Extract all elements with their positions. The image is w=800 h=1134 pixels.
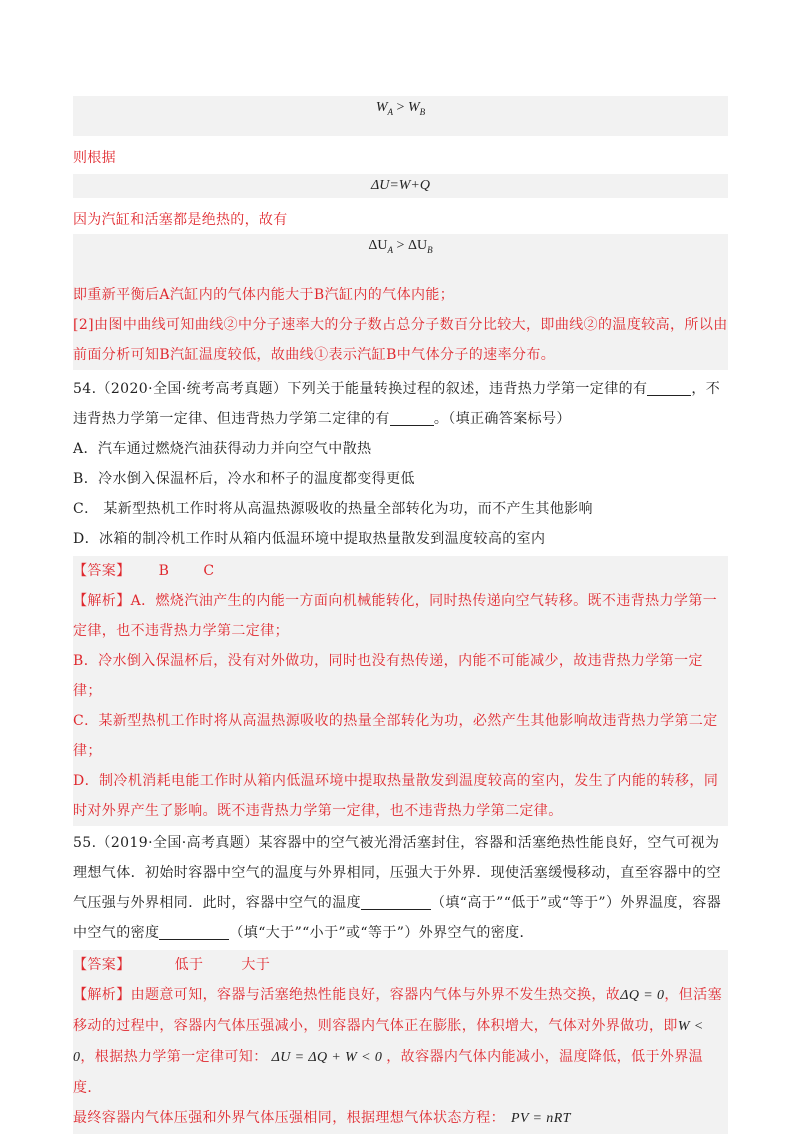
question-number: 55. xyxy=(73,835,97,851)
answer-line xyxy=(73,556,728,586)
because-text: 因为汽缸和活塞都是绝热的，故有 xyxy=(73,212,288,228)
answer-value-2: 大于 xyxy=(241,957,271,973)
analysis-label: 【解析】 xyxy=(73,593,131,609)
answer-blank-2 xyxy=(390,409,434,426)
answer-blank-2 xyxy=(159,923,229,940)
answer-blank-1 xyxy=(361,893,431,910)
analysis-a: 【解析】A．燃烧汽油产生的内能一方面向机械能转化，同时热传递向空气转移。既不违背热力学第一定律，也不违背热力学第二定律； xyxy=(73,593,718,639)
page-content xyxy=(73,96,728,1134)
option-c: C． 某新型热机工作时将从高温热源吸收的热量全部转化为功，而不产生其他影响 xyxy=(73,501,593,517)
answer-line xyxy=(73,950,728,980)
math-delta-q: ΔQ = 0 xyxy=(620,988,665,1003)
question-54-stem: 54.（2020·全国·统考高考真题）下列关于能量转换过程的叙述，违背热力学第一定律的有 ，不违背热力学第一定律、但违背热力学第二定律的有 。（填正确答案标号） xyxy=(73,381,721,427)
math-w: W < 0 xyxy=(73,1019,704,1065)
question-number: 54. xyxy=(73,381,97,397)
analysis-final: 最终容器内气体压强和外界气体压强相同，根据理想气体状态方程： PV = nRT xyxy=(73,1110,571,1126)
question-54 xyxy=(73,374,728,826)
then-text: 则根据 xyxy=(73,150,116,166)
question-55 xyxy=(73,828,728,1134)
conclusion-line-1: 即重新平衡后A汽缸内的气体内能大于B汽缸内的气体内能； xyxy=(73,287,455,303)
answer-label: 【答案】 xyxy=(73,957,131,973)
option-a: A．汽车通过燃烧汽油获得动力并向空气中散热 xyxy=(73,441,372,457)
answer-blank-1 xyxy=(647,379,691,396)
question-source: （2019·全国·高考真题） xyxy=(96,835,259,851)
equation-first-law: ΔU=W+Q xyxy=(73,174,728,198)
answer-value-1: B xyxy=(158,563,170,579)
equation-du-a-gt-du-b: $\Delta U_A > \Delta U_B$ xyxy=(73,234,728,274)
question-source: （2020·全国·统考高考真题） xyxy=(96,381,288,397)
solution-53-block xyxy=(73,96,728,370)
answer-analysis-55 xyxy=(73,950,728,1134)
answer-analysis-54 xyxy=(73,556,728,826)
analysis-label: 【解析】 xyxy=(73,987,131,1003)
math-state-equation: PV = nRT xyxy=(511,1111,571,1126)
answer-value-1: 低于 xyxy=(174,957,204,973)
analysis-b: B．冷水倒入保温杯后，没有对外做功，同时也没有热传递，内能不可能减少，故违背热力学第一定律； xyxy=(73,653,703,699)
option-d: D．冰箱的制冷机工作时从箱内低温环境中提取热量散发到温度较高的室内 xyxy=(73,531,546,547)
option-b: B．冷水倒入保温杯后，冷水和杯子的温度都变得更低 xyxy=(73,471,415,487)
math-first-law: ΔU = ΔQ + W < 0 xyxy=(271,1050,383,1065)
equation-wa-gt-wb: $W_A > W_B$ xyxy=(73,96,728,136)
answer-label: 【答案】 xyxy=(73,563,131,579)
analysis-c: C．某新型热机工作时将从高温热源吸收的热量全部转化为功，必然产生其他影响故违背热力学第二定律； xyxy=(73,713,718,759)
conclusion-line-2: [2]由图中曲线可知曲线②中分子速率大的分子数占总分子数百分比较大，即曲线②的温度较高，所以由前面分析可知B汽缸温度较低，故曲线①表示汽缸B中气体分子的速率分布。 xyxy=(73,317,728,363)
answer-value-2: C xyxy=(203,563,215,579)
conclusion-block xyxy=(73,274,728,370)
analysis-d: D．制冷机消耗电能工作时从箱内低温环境中提取热量散发到温度较高的室内，发生了内能的转移，同时对外界产生了影响。既不违背热力学第一定律，也不违背热力学第二定律。 xyxy=(73,773,719,819)
analysis-text: 【解析】由题意可知，容器与活塞绝热性能良好，容器内气体与外界不发生热交换，故ΔQ = 0，但活塞移动的过程中，容器内气体压强减小，则容器内气体正在膨胀，体积增大，气体对外界做功，即W < 0，根据热力学第一定律可知： ΔU = ΔQ + W < 0 ，故容器内气体内能减小，温度降低，低于外界温度． xyxy=(73,987,723,1096)
question-55-stem: 55.（2019·全国·高考真题）某容器中的空气被光滑活塞封住，容器和活塞绝热性能良好，空气可视为理想气体．初始时容器中空气的温度与外界相同，压强大于外界．现使活塞缓慢移动，直至容器中的空气压强与外界相同．此时，容器中空气的温度 （填“高于”“低于”或“等于”）外界温度，容器中空气的密度 （填“大于”“小于”或“等于”）外界空气的密度． xyxy=(73,835,722,941)
